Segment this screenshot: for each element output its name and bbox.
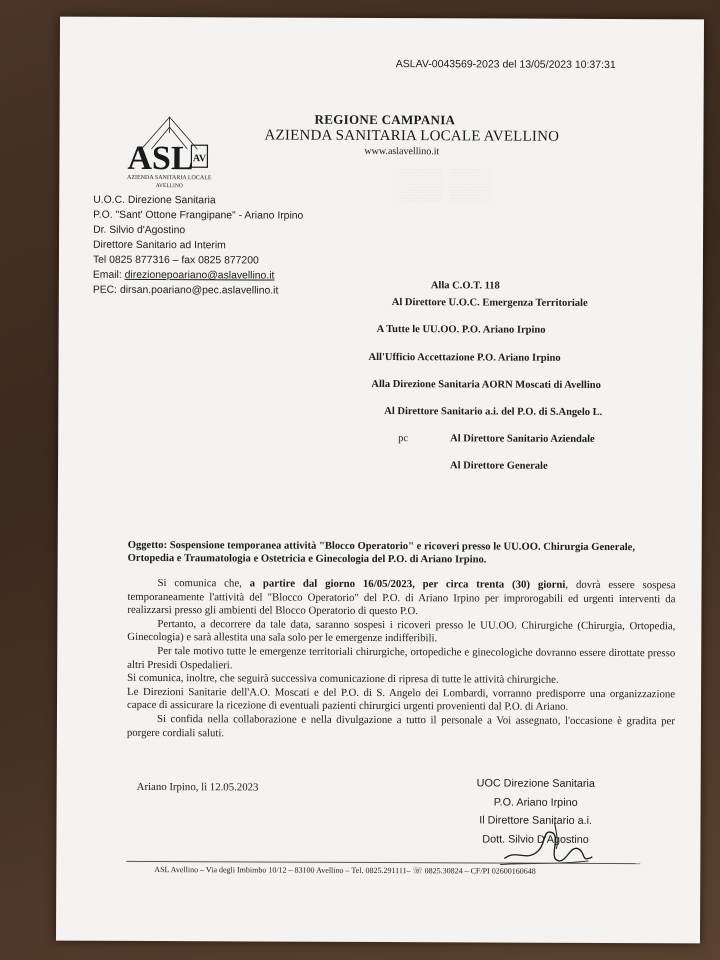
signature-role: Il Direttore Sanitario a.i. xyxy=(479,814,593,827)
logo-letters: ASL xyxy=(127,139,194,178)
sender-unit: U.O.C. Direzione Sanitaria xyxy=(93,194,216,207)
faint-stamp xyxy=(399,168,492,202)
recipient-direttore-generale: Al Direttore Generale xyxy=(450,460,548,472)
asl-logo xyxy=(121,113,217,191)
sender-block xyxy=(93,193,304,299)
signature-hospital: P.O. Ariano Irpino xyxy=(493,795,578,809)
asl-logo-graphic xyxy=(121,113,217,191)
paragraph-3: Per tale motivo tutte le emergenze territoriali chirurgiche, ortopediche e ginecologiche dovranno essere dirottate presso altri Presidi Ospedalieri. xyxy=(127,644,676,671)
agency-title: AZIENDA SANITARIA LOCALE AVELLINO xyxy=(264,127,560,145)
recipient-emergenza: Al Direttore U.O.C. Emergenza Territoriale xyxy=(391,297,588,309)
letter-date: Ariano Irpino, lì 12.05.2023 xyxy=(136,780,259,794)
sender-name: Dr. Silvio d'Agostino xyxy=(93,224,186,237)
email-link[interactable]: direzionepoariano@aslavellino.it xyxy=(124,269,275,282)
footer-address: ASL Avellino – Via degli Imbimbo 10/12 – 83100 Avellino – Tel. 0825.291111– ☏ 0825.30824 – CF/PI 02600160648 xyxy=(154,865,536,876)
pc-label: pc xyxy=(398,433,409,445)
recipient-s-angelo: Al Direttore Sanitario a.i. del P.O. di S.Angelo L. xyxy=(384,406,603,418)
region-title: REGIONE CAMPANIA xyxy=(314,111,456,128)
recipient-uuoo: A Tutte le UU.OO. P.O. Ariano Irpino xyxy=(376,323,546,336)
sender-pec: PEC: dirsan.poariano@pec.aslavellino.it xyxy=(92,284,279,297)
logo-caption-2: AVELLINO xyxy=(155,183,183,190)
letter-body xyxy=(127,577,676,743)
logo-caption-1: AZIENDA SANITARIA LOCALE xyxy=(127,174,212,182)
sender-email-line xyxy=(93,268,303,284)
email-label: Email: xyxy=(92,269,125,281)
recipient-ds-aziendale: Al Direttore Sanitario Aziendale xyxy=(450,433,595,445)
sender-role: Direttore Sanitario ad Interim xyxy=(92,239,226,252)
paragraph-2: Pertanto, a decorrere da tale data, saranno sospesi i ricoveri presso le UU.OO. Chirurgiche (Chirurgia, Ortopedia, Ginecologia) e sarà allestita una sala solo per le emergenze indifferibili. xyxy=(127,617,676,645)
protocol-number: ASLAV-0043569-2023 del 13/05/2023 10:37:31 xyxy=(395,58,616,72)
subject xyxy=(128,539,668,567)
paragraph-6: Si confida nella collaborazione e nella divulgazione a tutto il personale a Voi assegnato, l'occasione è gradita per porgere cordiali saluti. xyxy=(126,712,675,739)
p1-date-bold: a partire dal giorno 16/05/2023, per circa trenta (30) giorni xyxy=(249,577,566,591)
paragraph-5: Le Direzioni Sanitarie dell'A.O. Moscati e del P.O. di S. Angelo dei Lombardi, vorranno predisporre una organizzazione capace di assicurare la ricezione di eventuali pazienti chirurgici urgenti provenienti dal P.O. di Ariano. xyxy=(126,685,676,714)
sender-phone: Tel 0825 877316 – fax 0825 877200 xyxy=(92,254,259,267)
recipient-aorn-moscati: Alla Direzione Sanitaria AORN Moscati di Avellino xyxy=(371,378,601,391)
signature-name: Dott. Silvio D'Agostino xyxy=(482,832,589,846)
paragraph-4: Si comunica, inoltre, che seguirà successiva comunicazione di ripresa di tutte le attività chirurgiche. xyxy=(127,672,559,686)
recipient-cot118: Alla C.O.T. 118 xyxy=(430,280,500,292)
signature-unit: UOC Direzione Sanitaria xyxy=(476,777,595,790)
paragraph-1 xyxy=(127,577,675,620)
letter-page xyxy=(56,17,704,944)
sender-hospital: P.O. "Sant' Ottone Frangipane" - Ariano Irpino xyxy=(93,209,304,222)
logo-badge: AV xyxy=(192,153,207,165)
subject-label: Oggetto: xyxy=(127,539,168,552)
website-link[interactable]: www.aslavellino.it xyxy=(364,145,440,158)
recipient-accettazione: All'Ufficio Accettazione P.O. Ariano Irpino xyxy=(368,351,561,364)
p1-intro: Si comunica che, xyxy=(157,577,250,590)
p1-rest: , dovrà essere sospesa temporaneamente l'attività del "Blocco Operatorio" del P.O. di Ariano Irpino per improrogabili ed urgenti interventi da realizzarsi presso gli ambienti del Blocco Operatorio di questo P.O. xyxy=(127,578,676,618)
subject-text: Sospensione temporanea attività "Blocco Operatorio" e ricoveri presso le UU.OO. Chirurgia Generale, Ortopedia e Traumatologia e Ostetricia e Ginecologia del P.O. di Ariano Irpino. xyxy=(127,540,636,566)
